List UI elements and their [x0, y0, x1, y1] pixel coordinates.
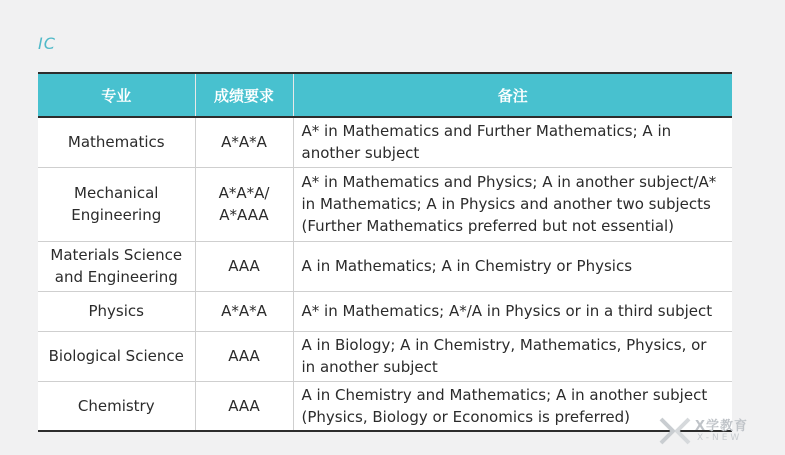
note-cell: A* in Mathematics and Further Mathematics; A in another subject: [293, 117, 732, 167]
watermark-text: X学教育: [695, 419, 749, 434]
table-row: [38, 241, 732, 291]
grade-cell: AAA: [195, 381, 293, 431]
requirements-table: [38, 72, 732, 432]
grade-cell: A*A*A: [195, 117, 293, 167]
table-row: [38, 331, 732, 381]
note-cell: A in Chemistry and Mathematics; A in another subject (Physics, Biology or Economics is preferred): [293, 381, 732, 431]
table-row: [38, 117, 732, 167]
note-cell: A* in Mathematics; A*/A in Physics or in a third subject: [293, 291, 732, 331]
header-note: 备注: [293, 73, 732, 117]
page-title: IC: [38, 34, 56, 53]
major-cell: Mathematics: [38, 117, 195, 167]
header-grade: 成绩要求: [195, 73, 293, 117]
major-cell: Biological Science: [38, 331, 195, 381]
note-cell: A in Biology; A in Chemistry, Mathematics, Physics, or in another subject: [293, 331, 732, 381]
major-cell: Mechanical Engineering: [38, 167, 195, 241]
brand-watermark: [657, 411, 777, 451]
table-row: [38, 381, 732, 431]
table-header-row: [38, 73, 732, 117]
major-cell: Chemistry: [38, 381, 195, 431]
grade-cell: A*A*A/ A*AAA: [195, 167, 293, 241]
grade-cell: AAA: [195, 241, 293, 291]
major-cell: Materials Science and Engineering: [38, 241, 195, 291]
note-cell: A* in Mathematics and Physics; A in another subject/A* in Mathematics; A in Physics and another two subjects (Further Mathematics preferred but not essential): [293, 167, 732, 241]
grade-cell: A*A*A: [195, 291, 293, 331]
header-major: 专业: [38, 73, 195, 117]
table-row: [38, 291, 732, 331]
major-cell: Physics: [38, 291, 195, 331]
table-row: [38, 167, 732, 241]
note-cell: A in Mathematics; A in Chemistry or Physics: [293, 241, 732, 291]
x-logo-icon: [657, 413, 693, 449]
watermark-subtext: X-NEW: [697, 433, 743, 443]
grade-cell: AAA: [195, 331, 293, 381]
